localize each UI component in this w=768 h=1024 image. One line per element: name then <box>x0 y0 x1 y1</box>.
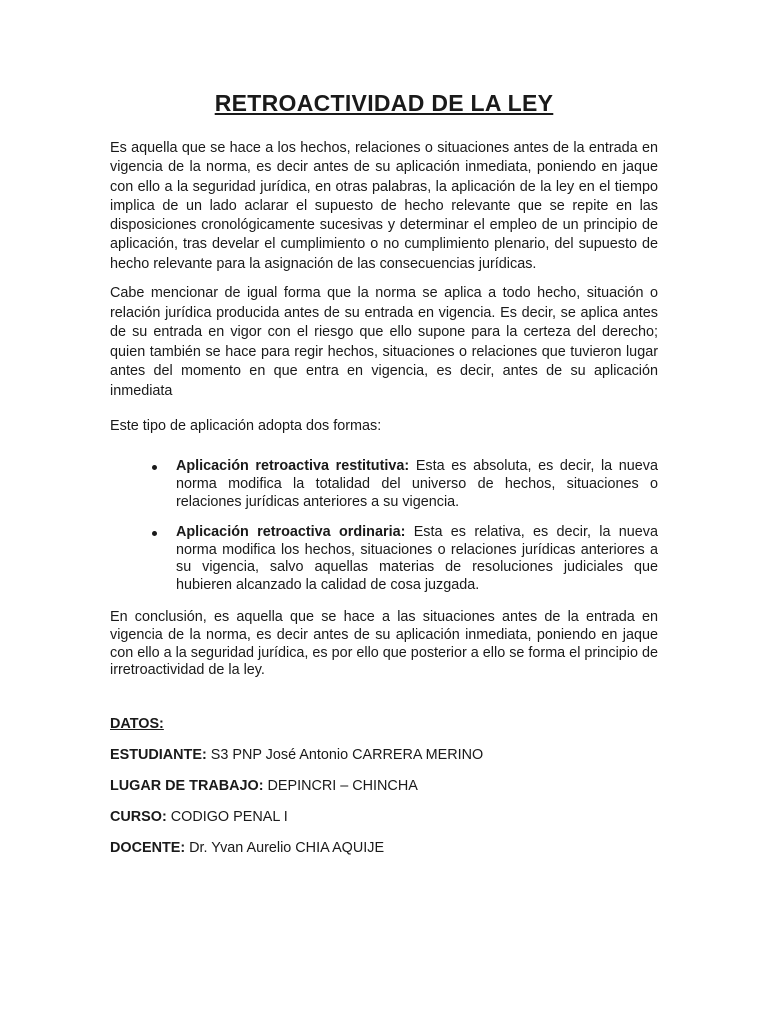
bullet-icon <box>152 531 157 536</box>
datos-heading: DATOS: <box>110 716 164 733</box>
list-item <box>152 458 658 511</box>
paragraph-conclusion: En conclusión, es aquella que se hace a las situaciones antes de la entrada en vigencia de la norma, es decir antes de su aplicación inmediata, poniendo en jaque con ello a la seguridad jurídica, es por ello que posterior a ello se forma el principio de irretroactividad de la ley. <box>110 608 658 679</box>
datos-value: Dr. Yvan Aurelio CHIA AQUIJE <box>185 840 385 857</box>
document-title: RETROACTIVIDAD DE LA LEY <box>214 90 554 116</box>
paragraph-definition: Es aquella que se hace a los hechos, relaciones o situaciones antes de la entrada en vigencia de la norma, es decir antes de su aplicación inmediata, poniendo en jaque con ello a la seguridad jurídica, en otras palabras, la aplicación de la ley en el tiempo implica de un lado aclarar el supuesto de hecho relevante que se repite en las disposiciones cronológicamente sucesivas y determinar el empleo de un principio de aplicación, tras develar el cumplimiento o no cumplimiento plenario, del supuesto de hecho relevante para la asignación de las consecuencias jurídicas. <box>110 140 658 272</box>
datos-label: CURSO: <box>110 809 167 826</box>
datos-value: CODIGO PENAL I <box>166 809 288 826</box>
list-item-text: Esta es absoluta, es decir, la nueva norma modifica la totalidad del universo de hechos, situaciones o relaciones jurídicas anteriores a su vigencia. <box>176 458 658 510</box>
list-item-label: Aplicación retroactiva restitutiva: <box>176 458 410 475</box>
list-item-text: Esta es relativa, es decir, la nueva norma modifica los hechos, situaciones o relaciones jurídicas anteriores a su vigencia, salvo aquellas materias de resoluciones judiciales que hubieren alcanzado la calidad de cosa juzgada. <box>176 523 658 594</box>
datos-student <box>110 746 658 764</box>
forms-list <box>110 458 658 595</box>
datos-label: DOCENTE: <box>110 840 186 857</box>
bullet-icon <box>152 465 157 470</box>
datos-label: LUGAR DE TRABAJO: <box>110 778 264 795</box>
datos-value: S3 PNP José Antonio CARRERA MERINO <box>206 747 484 764</box>
paragraph-forms-intro: Este tipo de aplicación adopta dos formas: <box>110 418 382 435</box>
datos-course <box>110 808 658 826</box>
list-item <box>152 524 658 595</box>
datos-label: ESTUDIANTE: <box>110 747 207 764</box>
paragraph-application: Cabe mencionar de igual forma que la norma se aplica a todo hecho, situación o relación jurídica producida antes de su entrada en vigencia. Es decir, se aplica antes de su entrada en vigor con el riesgo que ello supone para la certeza del derecho; quien también se hace para regir hechos, situaciones o relaciones que tuvieron lugar antes del momento en que entra en vigencia, es decir, antes de su aplicación inmediata <box>110 285 658 399</box>
list-item-label: Aplicación retroactiva ordinaria: <box>176 523 406 540</box>
datos-value: DEPINCRI – CHINCHA <box>263 778 418 795</box>
datos-teacher <box>110 839 658 857</box>
datos-workplace <box>110 777 658 795</box>
